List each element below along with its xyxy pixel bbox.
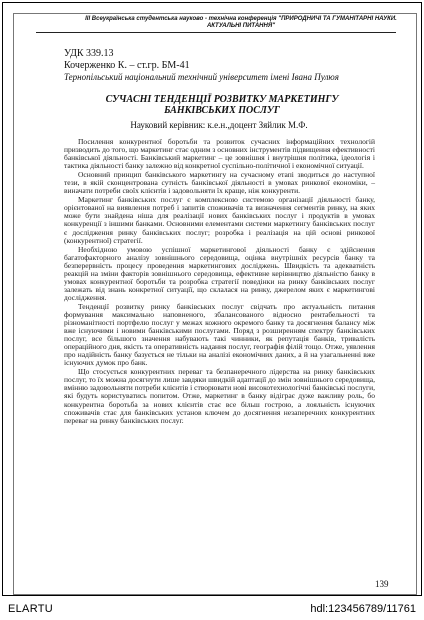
repository-footer [0,600,424,620]
body-paragraph: Основний принцип банківського маркетингу на сучасному етапі зводиться до наступної тези, в якій сконцентрована сутність банківської діяльності в умовах ринкової економіки, – виначати потреби своїх клієнтів і задовольняти їх краще, ніж конкуренти. [64,170,375,196]
article-body [64,138,375,426]
document-page [13,13,417,595]
repository-name: ELARTU [8,603,53,615]
supervisor-line: Науковий керівник: к.е.н.,доцент Зяйлик М.Ф. [130,120,308,130]
header-divider [36,32,396,33]
body-paragraph: Посилення конкурентної боротьби та розвиток сучасних інформаційних технологій призводить до того, що маркетинг стає одним з основних інструментів підвищення ефективності банківської діяльності. Банківський маркетинг – це зовнішня і внутрішня політика, ідеологія і тактика діяльності банку залежно від конкретної суспільно-політичної і економічної ситуації. [64,137,375,171]
conference-header: III Всеукраїнська студентська науково - технічна конференція "ПРИРОДНИЧІ ТА ГУМАНІТАРНІ НАУКИ. АКТУАЛЬНІ ПИТАННЯ" [85,16,397,29]
institution-line: Тернопільський національний технічний університет імені Івана Пулюя [64,72,339,82]
page-number: 139 [375,579,389,589]
body-paragraph: Необхідною умовою успішної маркетингової діяльності банку є здійснення багатофакторного аналізу зовнішнього середовища, оцінка внутрішніх ресурсів банку та безперервність процесу проведення маркетингових досліджень. Швидкість та адекватність реакцій на зміни факторів зовнішнього середовища, ефективне керівництво діяльністю банку в умовах конкурентної боротьби та розробка стратегії поведінки на ринку банківських послуг залежать від знань конкретної ситуації, що склалася на ринку, джерелом яких є маркетингові дослідження. [64,244,375,302]
author-line: Кочерженко К. – ст.гр. БМ-41 [64,60,190,71]
udk-code: УДК 339.13 [64,48,114,59]
document-frame [2,2,422,596]
article-title: СУЧАСНІ ТЕНДЕНЦІЇ РОЗВИТКУ МАРКЕТИНГУ БАНКІВСЬКИХ ПОСЛУГ [105,94,339,116]
body-paragraph: Що стосується конкурентних переваг та безпанеречного лідерства на ринку банківських послуг, то їх можна досягнути лише завдяки швидкій адаптації до змін зовнішнього середовища, вмінню задовольняти потреби клієнтів і створювати нові високотехнологічні банківські послуги, які будуть користуватись попитом. Отже, маркетинг в банку відіграє дуже важливу роль, бо конкурентна боротьба за нових клієнтів стає все більш гострою, а лояльність існуючих споживачів стає для банківських установ ключем до досягнення незаперечних конкурентних переваг на ринку банківських послуг. [64,367,375,425]
body-paragraph: Тенденції розвитку ринку банківських послуг свідчать про актуальність питання формування максимально наповненого, збалансованого відносно рентабельності та різноманітності портфелю послуг у межах кожного окремого банку та досягнення балансу між вже існуючими і новими банківськими послугами. Поряд з розширенням спектру банківських послуг, все більшого значення набувають такі чинники, як репутація банків, тривалість операційного дня, якість та оперативність надання послуг, географія філій тощо. Отже, уявлення про надійність банку базується не тільки на аналізі економічних даних, а й на узагальненні вже існуючих думок про банк. [64,301,375,368]
body-paragraph: Маркетинг банківських послуг є комплексною системою організації діяльності банку, орієнтованої на виявлення потреб і запитів споживачів та визначення сегментів ринку, на яких може бути знайдена ніша для реалізації нових банківських послуг і продуктів в умовах конкуренції з іншими банками. Основними елементами системи маркетингу банківських послуг є дослідження ринку банківських послуг; розробка і реалізація на цій основі ринкової (конкурентної) стратегії. [64,195,375,245]
handle-link[interactable]: hdl:123456789/11761 [310,603,416,615]
